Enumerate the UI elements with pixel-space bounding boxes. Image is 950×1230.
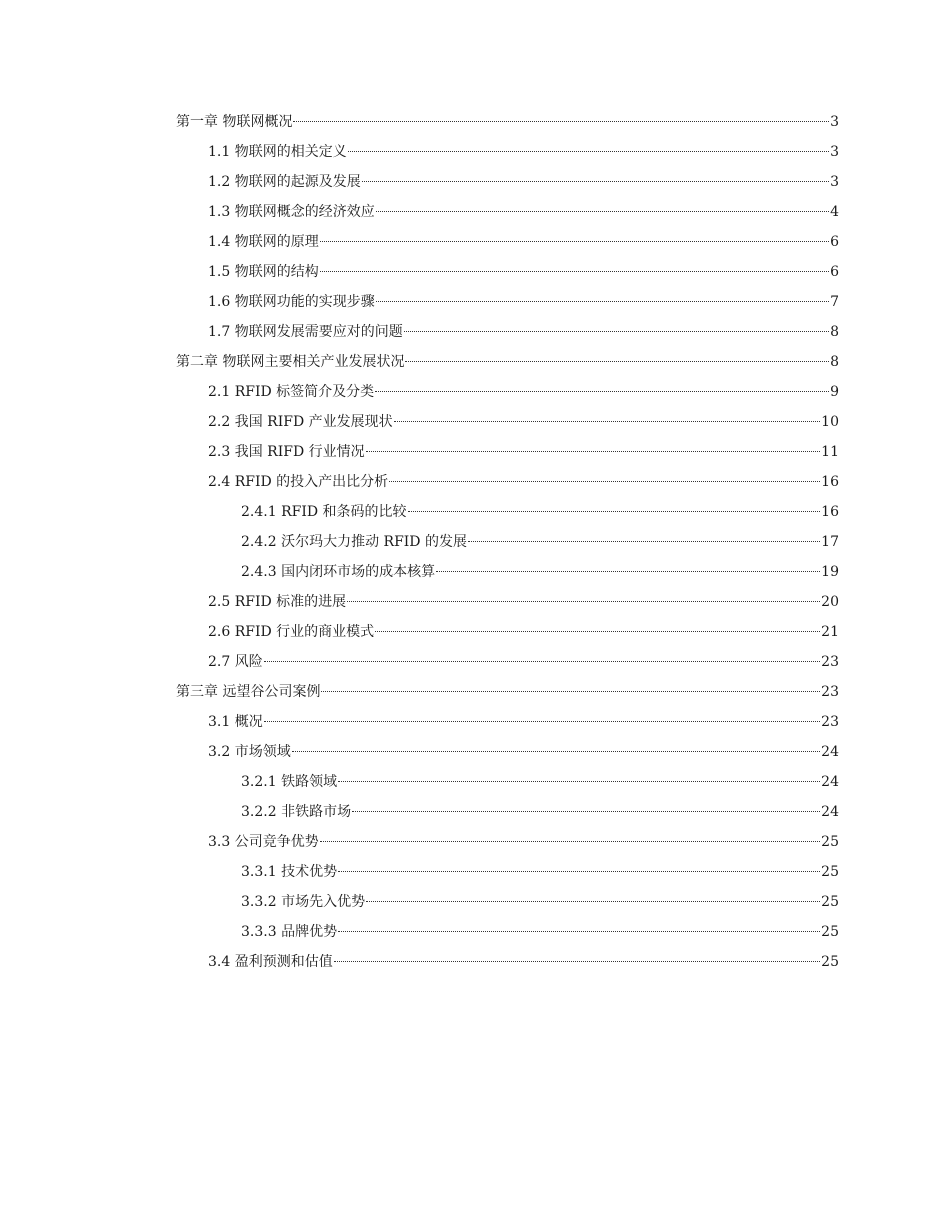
toc-section-entry[interactable] [176,257,839,287]
toc-page-number: 25 [821,954,839,970]
toc-dot-leader [320,241,829,242]
toc-dot-leader [347,601,820,602]
toc-dot-leader [320,271,829,272]
table-of-contents [176,107,839,977]
toc-page-number: 8 [830,324,839,340]
toc-entry-title: 第三章 远望谷公司案例 [176,684,321,700]
toc-page-number: 11 [821,444,839,460]
toc-dot-leader [320,841,820,842]
toc-dot-leader [468,541,820,542]
toc-entry-title: 3.3 公司竞争优势 [208,834,319,850]
toc-entry-title: 2.6 RFID 行业的商业模式 [208,624,375,640]
toc-dot-leader [338,781,820,782]
toc-entry-title: 3.3.1 技术优势 [241,864,338,880]
toc-entry-title: 2.5 RFID 标准的进展 [208,594,347,610]
toc-entry-title: 2.4.3 国内闭环市场的成本核算 [241,564,436,580]
toc-dot-leader [352,811,820,812]
toc-page-number: 23 [821,684,839,700]
toc-dot-leader [338,871,820,872]
toc-dot-leader [405,361,829,362]
toc-section-entry[interactable] [176,197,839,227]
toc-page-number: 6 [830,264,839,280]
toc-page-number: 10 [821,414,839,430]
toc-section-entry[interactable] [176,287,839,317]
toc-entry-title: 2.1 RFID 标签简介及分类 [208,384,375,400]
toc-dot-leader [404,331,829,332]
toc-page-number: 8 [830,354,839,370]
toc-entry-title: 2.4.1 RFID 和条码的比较 [241,504,407,520]
toc-dot-leader [366,451,821,452]
toc-dot-leader [293,121,829,122]
toc-entry-title: 3.2.1 铁路领域 [241,774,338,790]
toc-dot-leader [264,661,820,662]
toc-section-entry[interactable] [176,707,839,737]
toc-entry-title: 3.4 盈利预测和估值 [208,954,333,970]
toc-section-entry[interactable] [176,617,839,647]
toc-subsection-entry[interactable] [176,527,839,557]
toc-entry-title: 1.6 物联网功能的实现步骤 [208,294,375,310]
toc-entry-title: 1.1 物联网的相关定义 [208,144,347,160]
toc-subsection-entry[interactable] [176,497,839,527]
toc-subsection-entry[interactable] [176,797,839,827]
toc-page-number: 20 [821,594,839,610]
toc-dot-leader [366,901,820,902]
toc-page-number: 3 [830,144,839,160]
toc-page-number: 24 [821,744,839,760]
toc-subsection-entry[interactable] [176,917,839,947]
toc-entry-title: 3.2.2 非铁路市场 [241,804,352,820]
toc-entry-title: 2.2 我国 RIFD 产业发展现状 [208,414,393,430]
toc-entry-title: 2.4.2 沃尔玛大力推动 RFID 的发展 [241,534,467,550]
toc-page-number: 25 [821,894,839,910]
toc-dot-leader [264,721,820,722]
toc-section-entry[interactable] [176,437,839,467]
toc-entry-title: 第二章 物联网主要相关产业发展状况 [176,354,405,370]
toc-section-entry[interactable] [176,467,839,497]
toc-section-entry[interactable] [176,647,839,677]
toc-section-entry[interactable] [176,407,839,437]
toc-dot-leader [334,961,820,962]
toc-chapter-entry[interactable] [176,347,839,377]
toc-page-number: 19 [821,564,839,580]
toc-entry-title: 1.3 物联网概念的经济效应 [208,204,375,220]
toc-page-number: 6 [830,234,839,250]
toc-dot-leader [376,301,829,302]
toc-entry-title: 3.1 概况 [208,714,263,730]
toc-chapter-entry[interactable] [176,107,839,137]
toc-page-number: 24 [821,804,839,820]
toc-subsection-entry[interactable] [176,887,839,917]
toc-page-number: 21 [821,624,839,640]
toc-dot-leader [321,691,820,692]
toc-dot-leader [292,751,820,752]
toc-section-entry[interactable] [176,227,839,257]
toc-dot-leader [375,631,820,632]
toc-subsection-entry[interactable] [176,767,839,797]
toc-dot-leader [394,421,821,422]
toc-page-number: 7 [830,294,839,310]
toc-dot-leader [338,931,820,932]
toc-chapter-entry[interactable] [176,677,839,707]
toc-section-entry[interactable] [176,947,839,977]
toc-subsection-entry[interactable] [176,557,839,587]
toc-section-entry[interactable] [176,377,839,407]
toc-dot-leader [375,391,829,392]
toc-entry-title: 1.7 物联网发展需要应对的问题 [208,324,403,340]
toc-page-number: 25 [821,834,839,850]
toc-section-entry[interactable] [176,317,839,347]
toc-dot-leader [362,181,829,182]
toc-page-number: 9 [830,384,839,400]
toc-section-entry[interactable] [176,587,839,617]
toc-entry-title: 2.4 RFID 的投入产出比分析 [208,474,389,490]
toc-page-number: 3 [830,114,839,130]
toc-dot-leader [348,151,829,152]
toc-section-entry[interactable] [176,737,839,767]
toc-entry-title: 3.3.3 品牌优势 [241,924,338,940]
toc-page-number: 24 [821,774,839,790]
toc-page-number: 25 [821,864,839,880]
toc-page-number: 25 [821,924,839,940]
toc-page-number: 17 [821,534,839,550]
toc-entry-title: 第一章 物联网概况 [176,114,293,130]
toc-page-number: 4 [830,204,839,220]
toc-dot-leader [436,571,820,572]
toc-section-entry[interactable] [176,137,839,167]
toc-page-number: 23 [821,714,839,730]
toc-entry-title: 1.5 物联网的结构 [208,264,319,280]
toc-entry-title: 1.4 物联网的原理 [208,234,319,250]
toc-section-entry[interactable] [176,167,839,197]
toc-entry-title: 2.7 风险 [208,654,263,670]
toc-section-entry[interactable] [176,827,839,857]
toc-dot-leader [376,211,829,212]
toc-page-number: 16 [821,504,839,520]
toc-subsection-entry[interactable] [176,857,839,887]
toc-entry-title: 1.2 物联网的起源及发展 [208,174,361,190]
toc-page-number: 3 [830,174,839,190]
toc-dot-leader [389,481,820,482]
toc-entry-title: 3.3.2 市场先入优势 [241,894,366,910]
toc-page-number: 23 [821,654,839,670]
toc-entry-title: 2.3 我国 RIFD 行业情况 [208,444,365,460]
toc-entry-title: 3.2 市场领域 [208,744,291,760]
toc-page-number: 16 [821,474,839,490]
toc-dot-leader [408,511,821,512]
